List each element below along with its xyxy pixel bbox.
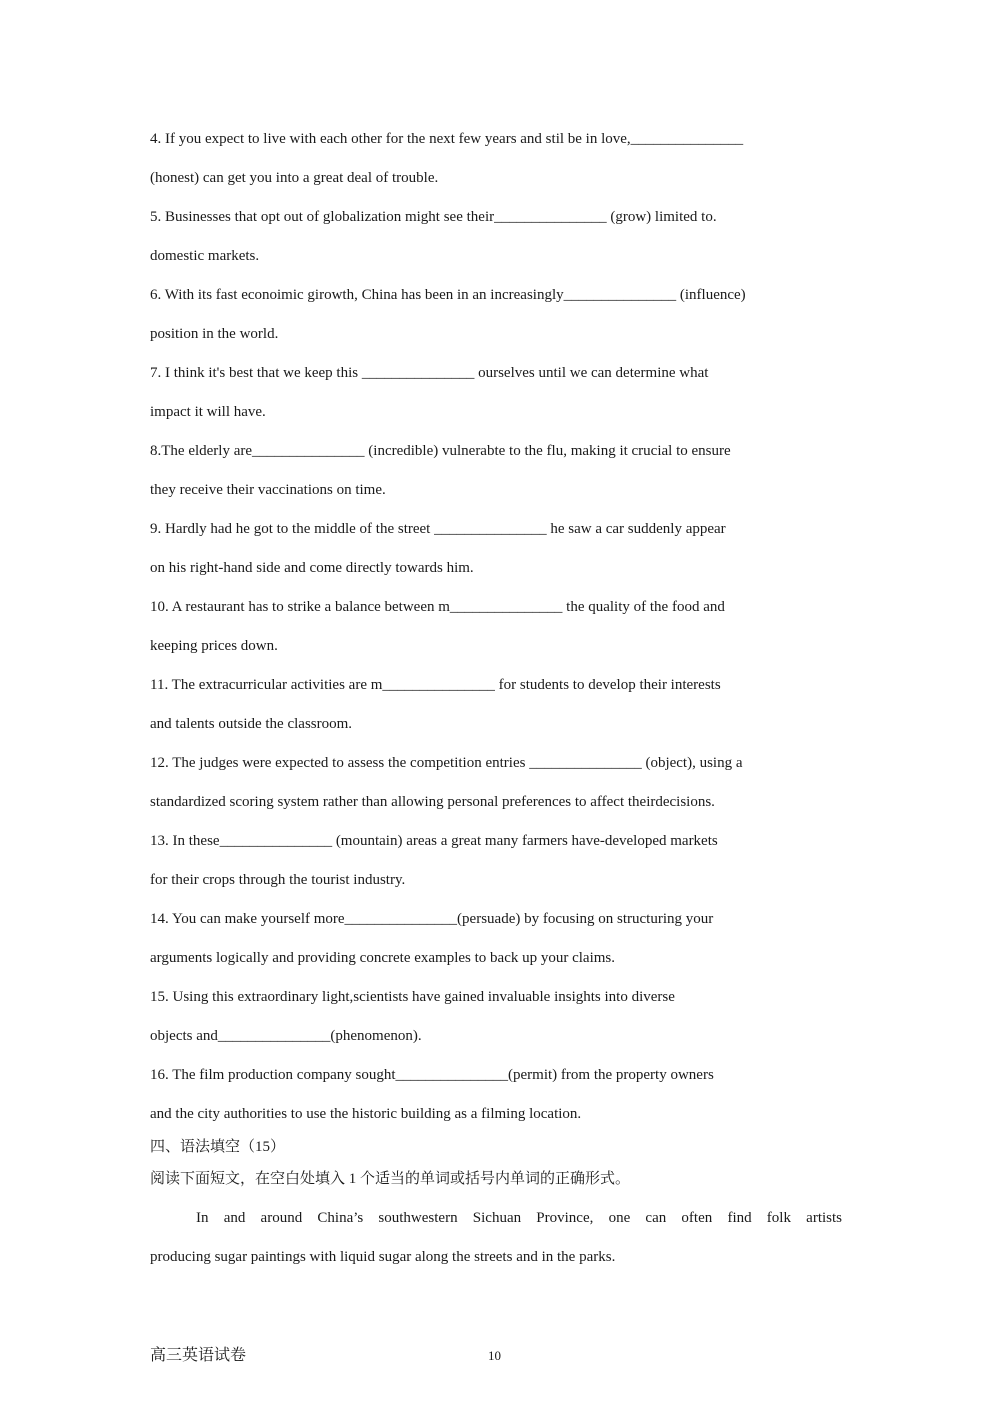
footer-exam-title: 高三英语试卷: [150, 1347, 247, 1364]
question-13-line1: 13. In these_______________ (mountain) areas a great many farmers have-developed markets: [150, 833, 718, 849]
question-9-line1: 9. Hardly had he got to the middle of the street _______________ he saw a car suddenly appear: [150, 521, 726, 537]
question-16-line2: and the city authorities to use the historic building as a filming location.: [150, 1106, 582, 1122]
question-16-line1: 16. The film production company sought_______________(permit) from the property owners: [150, 1067, 714, 1083]
question-7-line2: impact it will have.: [150, 404, 266, 420]
question-11-line1: 11. The extracurricular activities are m_______________ for students to develop their interests: [150, 677, 721, 693]
question-13-line2: for their crops through the tourist industry.: [150, 872, 406, 888]
passage-line-2: producing sugar paintings with liquid sugar along the streets and in the parks.: [150, 1249, 616, 1265]
passage-line-1: In and around China’s southwestern Sichuan Province, one can often find folk artists: [196, 1210, 842, 1226]
question-14-line1: 14. You can make yourself more_______________(persuade) by focusing on structuring your: [150, 911, 714, 927]
question-5-line1: 5. Businesses that opt out of globalization might see their_______________ (grow) limited to.: [150, 209, 717, 225]
page-number: 10: [488, 1348, 501, 1363]
question-10-line2: keeping prices down.: [150, 638, 278, 654]
question-14-line2: arguments logically and providing concrete examples to back up your claims.: [150, 950, 616, 966]
question-6-line1: 6. With its fast econoimic girowth, China has been in an increasingly_______________ (influence): [150, 287, 746, 303]
question-15-line2: objects and_______________(phenomenon).: [150, 1028, 422, 1044]
question-7-line1: 7. I think it's best that we keep this _______________ ourselves until we can determine what: [150, 365, 709, 381]
question-11-line2: and talents outside the classroom.: [150, 716, 353, 732]
question-8-line1: 8.The elderly are_______________ (incredible) vulnerabte to the flu, making it crucial to ensure: [150, 443, 731, 459]
section-title: 四、语法填空（15）: [150, 1139, 286, 1155]
section-instruction: 阅读下面短文，在空白处填入 1 个适当的单词或括号内单词的正确形式。: [150, 1171, 631, 1187]
question-5-line2: domestic markets.: [150, 248, 260, 264]
question-10-line1: 10. A restaurant has to strike a balance between m_______________ the quality of the food and: [150, 599, 725, 615]
question-8-line2: they receive their vaccinations on time.: [150, 482, 386, 498]
question-4-line2: (honest) can get you into a great deal of trouble.: [150, 170, 439, 186]
question-4-line1: 4. If you expect to live with each other for the next few years and stil be in love,_______________: [150, 131, 744, 147]
question-12-line1: 12. The judges were expected to assess the competition entries _______________ (object), using a: [150, 755, 743, 771]
question-15-line1: 15. Using this extraordinary light,scientists have gained invaluable insights into diverse: [150, 989, 675, 1005]
question-12-line2: standardized scoring system rather than allowing personal preferences to affect theirdecisions.: [150, 794, 715, 810]
question-6-line2: position in the world.: [150, 326, 279, 342]
question-9-line2: on his right-hand side and come directly towards him.: [150, 560, 474, 576]
